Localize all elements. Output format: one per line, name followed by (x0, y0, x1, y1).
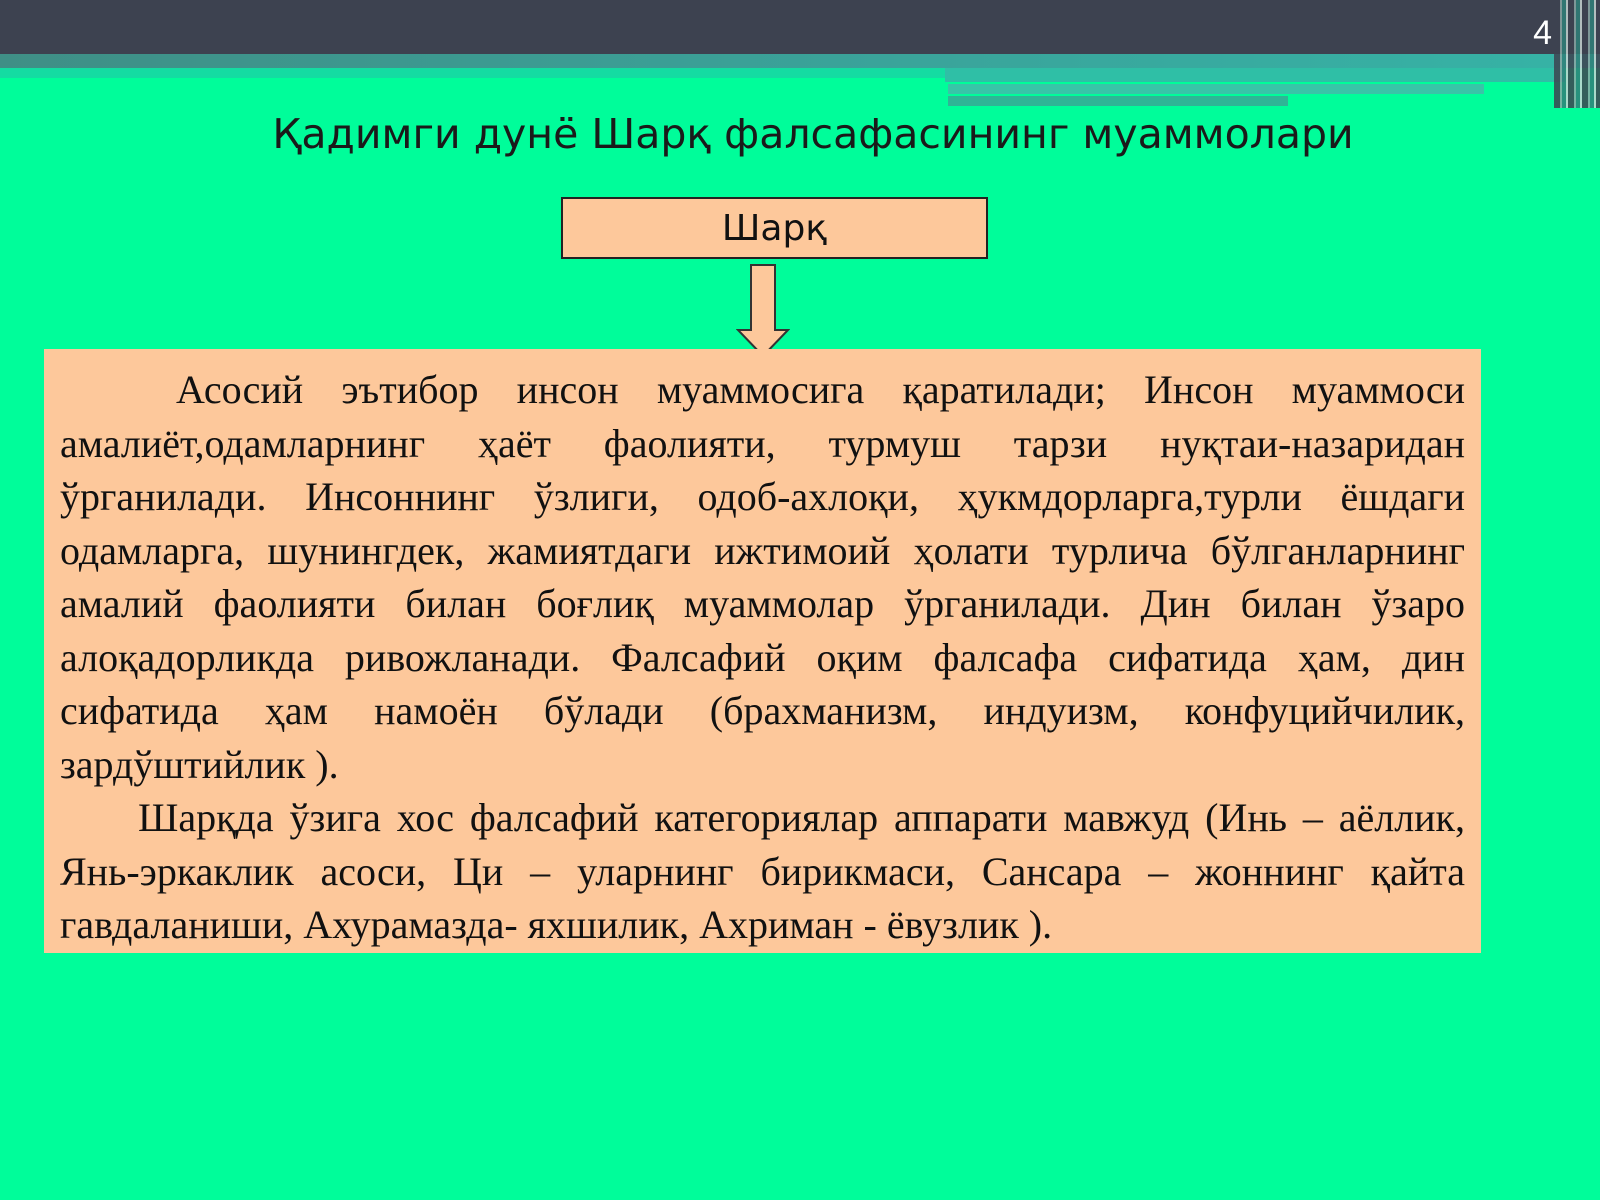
description-paragraph: Асосий эътибор инсон муаммосига қаратилади; Инсон муаммоси амалиёт,одамларнинг ҳаёт фаолияти, турмуш тарзи нуқтаи-назаридан ўрганилади. Инсоннинг ўзлиги, одоб-ахлоқи, ҳукмдорларга,турли ёшдаги одамларга, шунингдек, жамиятдаги ижтимоий ҳолати турлича бўлганларнинг амалий фаолияти билан боғлиқ муаммолар ўрганилади. Дин билан ўзаро алоқадорликда ривожланади. Фалсафий оқим фалсафа сифатида ҳам, дин сифатида ҳам намоён бўлади (брахманизм, индуизм, конфуцийчилик, зардўштийлик ). (60, 367, 1465, 787)
header-accent-strip (0, 68, 945, 78)
top-box-label: Шарқ (721, 207, 828, 249)
header-accent-strip (0, 54, 1600, 68)
description-paragraph: Шарқда ўзига хос фалсафий категориялар аппарати мавжуд (Инь – аёллик, Янь-эркаклик асоси, Ци – уларнинг бирикмаси, Сансара – жоннинг қайта гавдаланиши, Ахурамазда- яхшилик, Ахриман - ёвузлик ). (60, 795, 1465, 947)
header-accent-strip (948, 96, 1288, 106)
header-decoration (1554, 0, 1600, 108)
slide-number: 4 (1533, 14, 1552, 52)
diagram-top-box (561, 197, 988, 259)
description-box (44, 349, 1481, 953)
slide-title: Қадимги дунё Шарқ фалсафасининг муаммолари (272, 110, 1354, 158)
header-bar (0, 0, 1600, 54)
header-accent-strip (945, 68, 1565, 82)
down-arrow-icon (736, 264, 790, 358)
header-accent-strip (948, 84, 1484, 94)
